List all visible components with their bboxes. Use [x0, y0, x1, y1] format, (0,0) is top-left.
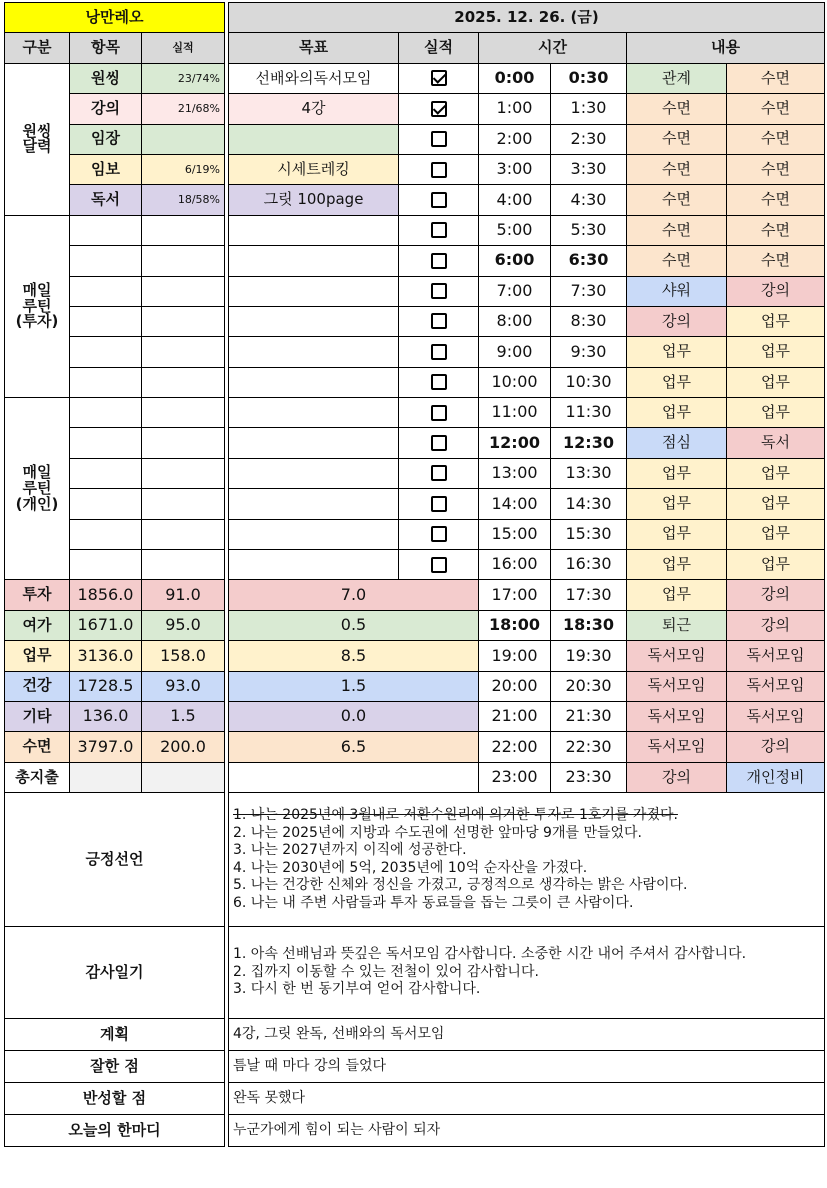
time-start: 13:00 [479, 458, 551, 488]
checkbox-cell[interactable] [399, 428, 479, 458]
routine-cell [70, 489, 142, 519]
schedule-row [229, 519, 825, 549]
schedule-row [229, 671, 825, 701]
schedule-row [229, 94, 825, 124]
summary-table [4, 2, 225, 1147]
goal-cell: 선배와의독서모임 [229, 63, 399, 93]
checkbox-empty-icon[interactable] [431, 222, 447, 238]
activity-cell: 독서모임 [627, 671, 727, 701]
checkbox-cell[interactable] [399, 306, 479, 336]
checkbox-empty-icon[interactable] [431, 253, 447, 269]
header-goal: 목표 [229, 33, 399, 63]
activity-cell: 업무 [627, 367, 727, 397]
activity-cell: 강의 [727, 580, 825, 610]
item-imjang: 임장 [70, 124, 142, 154]
date-header: 2025. 12. 26. (금) [229, 3, 825, 33]
activity-cell: 수면 [727, 215, 825, 245]
time-start: 0:00 [479, 63, 551, 93]
routine-cell [142, 428, 225, 458]
time-end: 19:30 [551, 641, 627, 671]
time-start: 1:00 [479, 94, 551, 124]
time-start: 7:00 [479, 276, 551, 306]
time-end: 9:30 [551, 337, 627, 367]
schedule-row [229, 276, 825, 306]
time-start: 20:00 [479, 671, 551, 701]
routine-cell [70, 428, 142, 458]
schedule-row [229, 610, 825, 640]
checkbox-checked-icon[interactable] [431, 101, 447, 117]
affirmation-line: 4. 나는 2030년에 5억, 2035년에 10억 순자산을 가졌다. [233, 859, 588, 876]
activity-cell: 업무 [727, 458, 825, 488]
activity-cell: 독서 [727, 428, 825, 458]
routine-cell [70, 367, 142, 397]
cat-work-b: 158.0 [142, 641, 225, 671]
routine-cell [70, 398, 142, 428]
schedule-row [229, 762, 825, 792]
activity-cell: 독서모임 [727, 641, 825, 671]
schedule-row [229, 63, 825, 93]
goal-cell [229, 519, 399, 549]
goal-cell [229, 550, 399, 580]
cat-leisure: 여가 [5, 610, 70, 640]
activity-cell: 강의 [727, 732, 825, 762]
activity-cell: 강의 [727, 276, 825, 306]
cat-invest-b: 91.0 [142, 580, 225, 610]
activity-cell: 관계 [627, 63, 727, 93]
time-start: 23:00 [479, 762, 551, 792]
time-end: 0:30 [551, 63, 627, 93]
header-done: 실적 [399, 33, 479, 63]
cat-sleep: 수면 [5, 732, 70, 762]
cat-health-b: 93.0 [142, 671, 225, 701]
time-start: 2:00 [479, 124, 551, 154]
item-reading: 독서 [70, 185, 142, 215]
time-start: 6:00 [479, 246, 551, 276]
schedule-row [229, 489, 825, 519]
checkbox-cell[interactable] [399, 276, 479, 306]
header-item: 항목 [70, 33, 142, 63]
activity-cell: 샤워 [627, 276, 727, 306]
total-a [70, 762, 142, 792]
routine-cell [70, 276, 142, 306]
cat-work-a: 3136.0 [70, 641, 142, 671]
routine-cell [70, 550, 142, 580]
activity-cell: 수면 [727, 246, 825, 276]
schedule-row [229, 185, 825, 215]
checkbox-cell[interactable] [399, 550, 479, 580]
gratitude-line: 2. 집까지 이동할 수 있는 전철이 있어 감사합니다. [233, 963, 539, 980]
header-time: 시간 [479, 33, 627, 63]
schedule-row [229, 367, 825, 397]
result-imbo: 6/19% [142, 154, 225, 184]
time-end: 12:30 [551, 428, 627, 458]
activity-cell: 수면 [627, 94, 727, 124]
checkbox-cell[interactable] [399, 398, 479, 428]
plan-label: 계획 [5, 1019, 225, 1051]
activity-cell: 강의 [627, 762, 727, 792]
time-end: 15:30 [551, 519, 627, 549]
item-onething: 원씽 [70, 63, 142, 93]
goal-cell [229, 367, 399, 397]
affirmation-line: 3. 나는 2027년까지 이직에 성공한다. [233, 842, 467, 859]
category-goal: 0.5 [229, 610, 479, 640]
schedule-row [229, 428, 825, 458]
time-end: 7:30 [551, 276, 627, 306]
activity-cell: 업무 [727, 398, 825, 428]
time-end: 2:30 [551, 124, 627, 154]
goal-cell [229, 215, 399, 245]
activity-cell: 독서모임 [627, 732, 727, 762]
activity-cell: 수면 [627, 124, 727, 154]
good-label: 잘한 점 [5, 1051, 225, 1083]
activity-cell: 업무 [627, 337, 727, 367]
checkbox-cell[interactable] [399, 154, 479, 184]
schedule-row [229, 732, 825, 762]
category-goal: 6.5 [229, 732, 479, 762]
time-start: 14:00 [479, 489, 551, 519]
schedule-row [229, 641, 825, 671]
checkbox-cell[interactable] [399, 367, 479, 397]
routine-cell [142, 519, 225, 549]
cat-etc-b: 1.5 [142, 701, 225, 731]
time-end: 22:30 [551, 732, 627, 762]
time-start: 21:00 [479, 701, 551, 731]
checkbox-empty-icon[interactable] [431, 435, 447, 451]
activity-cell: 업무 [627, 550, 727, 580]
checkbox-cell[interactable] [399, 215, 479, 245]
item-lecture: 강의 [70, 94, 142, 124]
goal-cell [229, 398, 399, 428]
routine-cell [142, 276, 225, 306]
header-content: 내용 [627, 33, 825, 63]
schedule-row [229, 337, 825, 367]
activity-cell: 개인정비 [727, 762, 825, 792]
result-reading: 18/58% [142, 185, 225, 215]
schedule-row [229, 215, 825, 245]
item-imbo: 임보 [70, 154, 142, 184]
time-end: 13:30 [551, 458, 627, 488]
time-end: 21:30 [551, 701, 627, 731]
activity-cell: 업무 [727, 306, 825, 336]
checkbox-empty-icon[interactable] [431, 162, 447, 178]
time-start: 5:00 [479, 215, 551, 245]
activity-cell: 퇴근 [627, 610, 727, 640]
activity-cell: 업무 [627, 580, 727, 610]
activity-cell: 업무 [727, 550, 825, 580]
time-start: 12:00 [479, 428, 551, 458]
checkbox-empty-icon[interactable] [431, 496, 447, 512]
oneword-label: 오늘의 한마디 [5, 1115, 225, 1147]
activity-cell: 강의 [627, 306, 727, 336]
group-one-thing: 원씽 달력 [5, 63, 70, 215]
schedule-row [229, 580, 825, 610]
goal-cell: 4강 [229, 94, 399, 124]
activity-cell: 점심 [627, 428, 727, 458]
activity-cell: 업무 [627, 398, 727, 428]
time-end: 8:30 [551, 306, 627, 336]
cat-leisure-b: 95.0 [142, 610, 225, 640]
cat-invest: 투자 [5, 580, 70, 610]
goal-cell [229, 246, 399, 276]
time-start: 22:00 [479, 732, 551, 762]
time-end: 20:30 [551, 671, 627, 701]
schedule-row [229, 306, 825, 336]
activity-cell: 수면 [727, 154, 825, 184]
goal-cell [229, 337, 399, 367]
cat-work: 업무 [5, 641, 70, 671]
affirmation-line: 6. 나는 내 주변 사람들과 투자 동료들을 돕는 그릇이 큰 사람이다. [233, 894, 634, 911]
routine-cell [142, 246, 225, 276]
cat-sleep-a: 3797.0 [70, 732, 142, 762]
header-result: 실적 [142, 33, 225, 63]
routine-cell [142, 215, 225, 245]
time-end: 14:30 [551, 489, 627, 519]
activity-cell: 강의 [727, 610, 825, 640]
checkbox-empty-icon[interactable] [431, 283, 447, 299]
affirmation-line: 5. 나는 건강한 신체와 정신을 가졌고, 긍정적으로 생각하는 밝은 사람이다. [233, 877, 688, 894]
time-end: 5:30 [551, 215, 627, 245]
gratitude-box [229, 927, 825, 1019]
time-end: 10:30 [551, 367, 627, 397]
header-category: 구분 [5, 33, 70, 63]
checkbox-cell[interactable] [399, 489, 479, 519]
goal-cell: 시세트레킹 [229, 154, 399, 184]
activity-cell: 독서모임 [727, 701, 825, 731]
checkbox-empty-icon[interactable] [431, 374, 447, 390]
checkbox-empty-icon[interactable] [431, 344, 447, 360]
activity-cell: 수면 [627, 154, 727, 184]
time-end: 17:30 [551, 580, 627, 610]
cat-leisure-a: 1671.0 [70, 610, 142, 640]
checkbox-empty-icon[interactable] [431, 405, 447, 421]
cat-etc: 기타 [5, 701, 70, 731]
checkbox-checked-icon[interactable] [431, 70, 447, 86]
goal-cell [229, 428, 399, 458]
goal-cell [229, 489, 399, 519]
time-end: 11:30 [551, 398, 627, 428]
schedule-row [229, 246, 825, 276]
result-onething: 23/74% [142, 63, 225, 93]
time-start: 9:00 [479, 337, 551, 367]
result-imjang [142, 124, 225, 154]
activity-cell: 독서모임 [727, 671, 825, 701]
activity-cell: 수면 [727, 94, 825, 124]
gratitude-label: 감사일기 [5, 927, 225, 1019]
checkbox-empty-icon[interactable] [431, 557, 447, 573]
activity-cell: 업무 [727, 489, 825, 519]
category-goal: 7.0 [229, 580, 479, 610]
time-start: 4:00 [479, 185, 551, 215]
cat-health-a: 1728.5 [70, 671, 142, 701]
goal-cell [229, 306, 399, 336]
category-goal: 0.0 [229, 701, 479, 731]
activity-cell: 수면 [727, 63, 825, 93]
affirmation-line: 2. 나는 2025년에 지방과 수도권에 선명한 앞마당 9개를 만들었다. [233, 824, 642, 841]
routine-cell [70, 519, 142, 549]
time-end: 23:30 [551, 762, 627, 792]
total-label: 총지출 [5, 762, 70, 792]
time-start: 18:00 [479, 610, 551, 640]
cat-invest-a: 1856.0 [70, 580, 142, 610]
checkbox-cell[interactable] [399, 124, 479, 154]
owner-title: 낭만레오 [5, 3, 225, 33]
time-start: 16:00 [479, 550, 551, 580]
activity-cell: 수면 [627, 246, 727, 276]
activity-cell: 업무 [727, 519, 825, 549]
activity-cell: 수면 [627, 185, 727, 215]
group-routine-personal: 매일 루틴 (개인) [5, 398, 70, 580]
cat-sleep-b: 200.0 [142, 732, 225, 762]
activity-cell: 업무 [627, 458, 727, 488]
checkbox-empty-icon[interactable] [431, 526, 447, 542]
category-goal: 8.5 [229, 641, 479, 671]
routine-cell [70, 337, 142, 367]
checkbox-empty-icon[interactable] [431, 131, 447, 147]
checkbox-cell[interactable] [399, 337, 479, 367]
total-b [142, 762, 225, 792]
cat-health: 건강 [5, 671, 70, 701]
time-start: 17:00 [479, 580, 551, 610]
checkbox-empty-icon[interactable] [431, 465, 447, 481]
routine-cell [142, 337, 225, 367]
routine-cell [70, 306, 142, 336]
routine-cell [70, 215, 142, 245]
reflect-value: 완독 못했다 [229, 1083, 825, 1115]
checkbox-empty-icon[interactable] [431, 313, 447, 329]
group-routine-invest: 매일 루틴 (투자) [5, 215, 70, 397]
category-goal: 1.5 [229, 671, 479, 701]
schedule-row [229, 458, 825, 488]
schedule-row [229, 550, 825, 580]
goal-cell [229, 762, 479, 792]
checkbox-empty-icon[interactable] [431, 192, 447, 208]
activity-cell: 업무 [627, 489, 727, 519]
routine-cell [142, 367, 225, 397]
time-start: 11:00 [479, 398, 551, 428]
schedule-table [228, 2, 825, 1147]
good-value: 틈날 때 마다 강의 들었다 [229, 1051, 825, 1083]
result-lecture: 21/68% [142, 94, 225, 124]
time-end: 6:30 [551, 246, 627, 276]
checkbox-cell[interactable] [399, 185, 479, 215]
oneword-value: 누군가에게 힘이 되는 사람이 되자 [229, 1115, 825, 1147]
routine-cell [142, 550, 225, 580]
goal-cell [229, 124, 399, 154]
activity-cell: 업무 [727, 367, 825, 397]
checkbox-cell[interactable] [399, 94, 479, 124]
time-start: 8:00 [479, 306, 551, 336]
time-start: 15:00 [479, 519, 551, 549]
schedule-row [229, 701, 825, 731]
activity-cell: 업무 [627, 519, 727, 549]
goal-cell [229, 276, 399, 306]
time-end: 18:30 [551, 610, 627, 640]
reflect-label: 반성할 점 [5, 1083, 225, 1115]
routine-cell [142, 398, 225, 428]
schedule-row [229, 124, 825, 154]
time-start: 10:00 [479, 367, 551, 397]
gratitude-line: 1. 아속 선배님과 뜻깊은 독서모임 감사합니다. 소중한 시간 내어 주셔서 감사합니다. [233, 946, 747, 963]
time-end: 1:30 [551, 94, 627, 124]
time-start: 19:00 [479, 641, 551, 671]
goal-cell: 그릿 100page [229, 185, 399, 215]
routine-cell [70, 246, 142, 276]
activity-cell: 수면 [627, 215, 727, 245]
affirmation-box [229, 793, 825, 927]
goal-cell [229, 458, 399, 488]
time-end: 3:30 [551, 154, 627, 184]
activity-cell: 독서모임 [627, 701, 727, 731]
activity-cell: 독서모임 [627, 641, 727, 671]
routine-cell [142, 458, 225, 488]
affirmation-line: 1. 나는 2025년에 3월내로 저환수원리에 의거한 투자로 1호기를 가졌다. [233, 807, 678, 824]
time-end: 16:30 [551, 550, 627, 580]
time-start: 3:00 [479, 154, 551, 184]
cat-etc-a: 136.0 [70, 701, 142, 731]
time-end: 4:30 [551, 185, 627, 215]
activity-cell: 업무 [727, 337, 825, 367]
schedule-row [229, 398, 825, 428]
routine-cell [142, 306, 225, 336]
schedule-row [229, 154, 825, 184]
checkbox-cell[interactable] [399, 246, 479, 276]
checkbox-cell[interactable] [399, 63, 479, 93]
checkbox-cell[interactable] [399, 519, 479, 549]
checkbox-cell[interactable] [399, 458, 479, 488]
plan-value: 4강, 그릿 완독, 선배와의 독서모임 [229, 1019, 825, 1051]
activity-cell: 수면 [727, 185, 825, 215]
routine-cell [70, 458, 142, 488]
gratitude-line: 3. 다시 한 번 동기부여 얻어 감사합니다. [233, 981, 481, 998]
activity-cell: 수면 [727, 124, 825, 154]
affirmation-label: 긍정선언 [5, 793, 225, 927]
routine-cell [142, 489, 225, 519]
